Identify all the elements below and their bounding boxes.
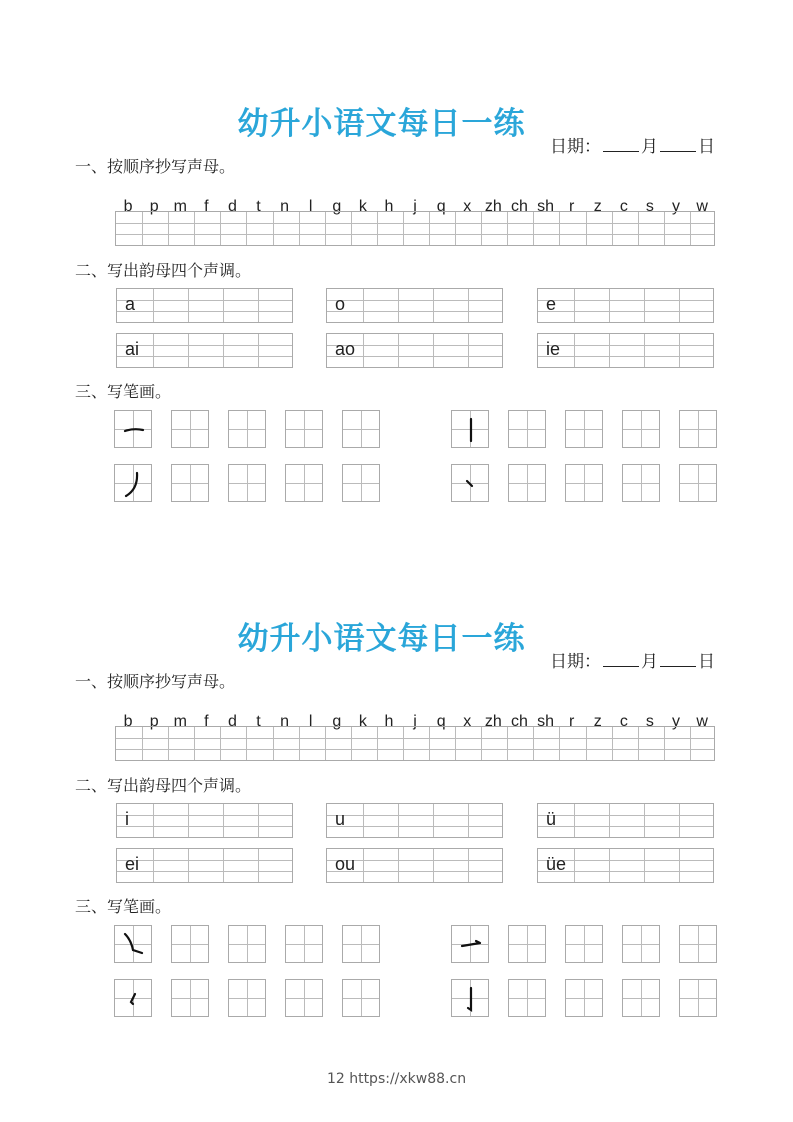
section-1-heading: 一、按顺序抄写声母。 [75,157,236,176]
initial-letter: m [173,198,187,215]
initials-writing-grid[interactable] [115,726,715,761]
initial-letter: g [332,713,342,730]
initial-letter: f [204,713,209,730]
final-label: ou [335,854,356,874]
initial-letter: w [696,713,708,730]
final-tone-box[interactable] [326,288,503,323]
section-1-heading: 一、按顺序抄写声母。 [75,672,236,691]
section-3-heading: 三、写笔画。 [75,897,172,916]
stroke-example-box [114,464,152,502]
tianzige-box[interactable] [679,925,717,963]
final-tone-box[interactable] [116,333,293,368]
ti-stroke-icon [452,926,490,964]
tianzige-box[interactable] [342,925,380,963]
initial-letter: z [593,713,602,730]
pie-stroke-icon [115,465,153,503]
final-tone-box[interactable] [537,803,714,838]
initial-letter: k [358,198,367,215]
initial-letter: sh [537,713,554,730]
tianzige-box[interactable] [285,979,323,1017]
tianzige-box[interactable] [285,410,323,448]
stroke-example-box [451,410,489,448]
initial-letter: h [384,198,394,215]
initial-letter: l [308,713,313,730]
worksheet-1 [0,80,793,540]
month-blank[interactable] [603,137,639,152]
stroke-example-box [114,979,152,1017]
final-label: i [125,809,129,829]
initial-letter: ch [511,198,528,215]
tianzige-box[interactable] [228,979,266,1017]
na-stroke-icon [115,926,153,964]
initial-letter: sh [537,198,554,215]
initial-letter: b [123,198,133,215]
final-tone-box[interactable] [116,803,293,838]
initial-letter: m [173,713,187,730]
initial-letter: y [672,713,681,730]
final-label: ie [546,339,561,359]
tianzige-box[interactable] [342,464,380,502]
tianzige-box[interactable] [285,925,323,963]
tianzige-box[interactable] [565,979,603,1017]
tianzige-box[interactable] [228,410,266,448]
final-label: ei [125,854,140,874]
day-blank[interactable] [660,137,696,152]
initials-writing-grid[interactable] [115,211,715,246]
tianzige-box[interactable] [679,979,717,1017]
page-footer: 12 https://xkw88.cn [326,1071,467,1087]
final-tone-box[interactable] [537,848,714,883]
initial-letter: x [463,713,472,730]
initial-letter: c [619,198,628,215]
month-label: 月 [641,652,658,672]
initial-letter: zh [484,198,502,215]
final-label: ü [546,809,557,829]
tianzige-box[interactable] [622,979,660,1017]
tianzige-box[interactable] [171,464,209,502]
initial-letter: s [645,198,654,215]
initial-letter: d [227,713,237,730]
tianzige-box[interactable] [622,410,660,448]
tianzige-box[interactable] [622,925,660,963]
section-3-heading: 三、写笔画。 [75,382,172,401]
initial-letter: r [568,198,575,215]
tianzige-box[interactable] [508,410,546,448]
shu-stroke-icon [452,411,490,449]
date-label: 日期： [550,137,601,157]
tianzige-box[interactable] [508,464,546,502]
tianzige-box[interactable] [228,464,266,502]
final-label: ai [125,339,140,359]
initial-letter: c [619,713,628,730]
day-label: 日 [698,652,715,672]
section-2-heading: 二、写出韵母四个声调。 [75,776,252,795]
tianzige-box[interactable] [228,925,266,963]
tianzige-box[interactable] [622,464,660,502]
initial-letter: p [149,713,159,730]
initial-letter: j [413,198,417,215]
dian-stroke-icon [452,465,490,503]
initial-letter: t [256,198,261,215]
initial-letter: w [696,198,708,215]
final-tone-box[interactable] [537,288,714,323]
tianzige-box[interactable] [342,410,380,448]
initial-letter: h [384,713,394,730]
stroke-example-box [451,979,489,1017]
initial-letter: n [280,198,290,215]
stroke-example-box [114,410,152,448]
stroke-example-box [451,464,489,502]
initial-letter: z [593,198,602,215]
tianzige-box[interactable] [565,925,603,963]
initial-letter: k [358,713,367,730]
tianzige-box[interactable] [171,410,209,448]
month-blank[interactable] [603,652,639,667]
initial-letter: g [332,198,342,215]
initial-letter: f [204,198,209,215]
initial-letter: j [413,713,417,730]
final-tone-box[interactable] [326,803,503,838]
initial-letter: r [568,713,575,730]
tianzige-box[interactable] [285,464,323,502]
tianzige-box[interactable] [679,410,717,448]
tianzige-box[interactable] [508,925,546,963]
final-label: u [335,809,346,829]
initial-letter: ch [511,713,528,730]
final-tone-box[interactable] [326,333,503,368]
section-2-heading: 二、写出韵母四个声调。 [75,261,252,280]
date-line [550,132,715,157]
shu-gou-stroke-icon [452,980,490,1018]
day-blank[interactable] [660,652,696,667]
worksheet-title: 幼升小语文每日一练 [237,106,526,142]
final-label: ao [335,339,356,359]
worksheet-title: 幼升小语文每日一练 [237,621,526,657]
date-label: 日期： [550,652,601,672]
initial-letter: n [280,713,290,730]
initial-letter: x [463,198,472,215]
initial-letter: d [227,198,237,215]
tianzige-box[interactable] [679,464,717,502]
final-label: o [335,294,346,314]
initial-letter: y [672,198,681,215]
initial-letter: q [436,713,446,730]
initial-letter: p [149,198,159,215]
tianzige-box[interactable] [171,979,209,1017]
left-dian-stroke-icon [115,980,153,1018]
final-label: e [546,294,557,314]
stroke-example-box [114,925,152,963]
final-tone-box[interactable] [116,848,293,883]
initial-letter: t [256,713,261,730]
tianzige-box[interactable] [342,979,380,1017]
month-label: 月 [641,137,658,157]
initial-letter: q [436,198,446,215]
worksheet-2 [0,595,793,1055]
initial-letter: l [308,198,313,215]
tianzige-box[interactable] [565,410,603,448]
initial-letter: b [123,713,133,730]
final-tone-box[interactable] [537,333,714,368]
heng-stroke-icon [115,411,153,449]
tianzige-box[interactable] [171,925,209,963]
initial-letter: s [645,713,654,730]
initial-letter: zh [484,713,502,730]
final-label: a [125,294,136,314]
stroke-example-box [451,925,489,963]
day-label: 日 [698,137,715,157]
final-tone-box[interactable] [116,288,293,323]
final-label: üe [546,854,567,874]
final-tone-box[interactable] [326,848,503,883]
tianzige-box[interactable] [508,979,546,1017]
tianzige-box[interactable] [565,464,603,502]
date-line [550,647,715,672]
